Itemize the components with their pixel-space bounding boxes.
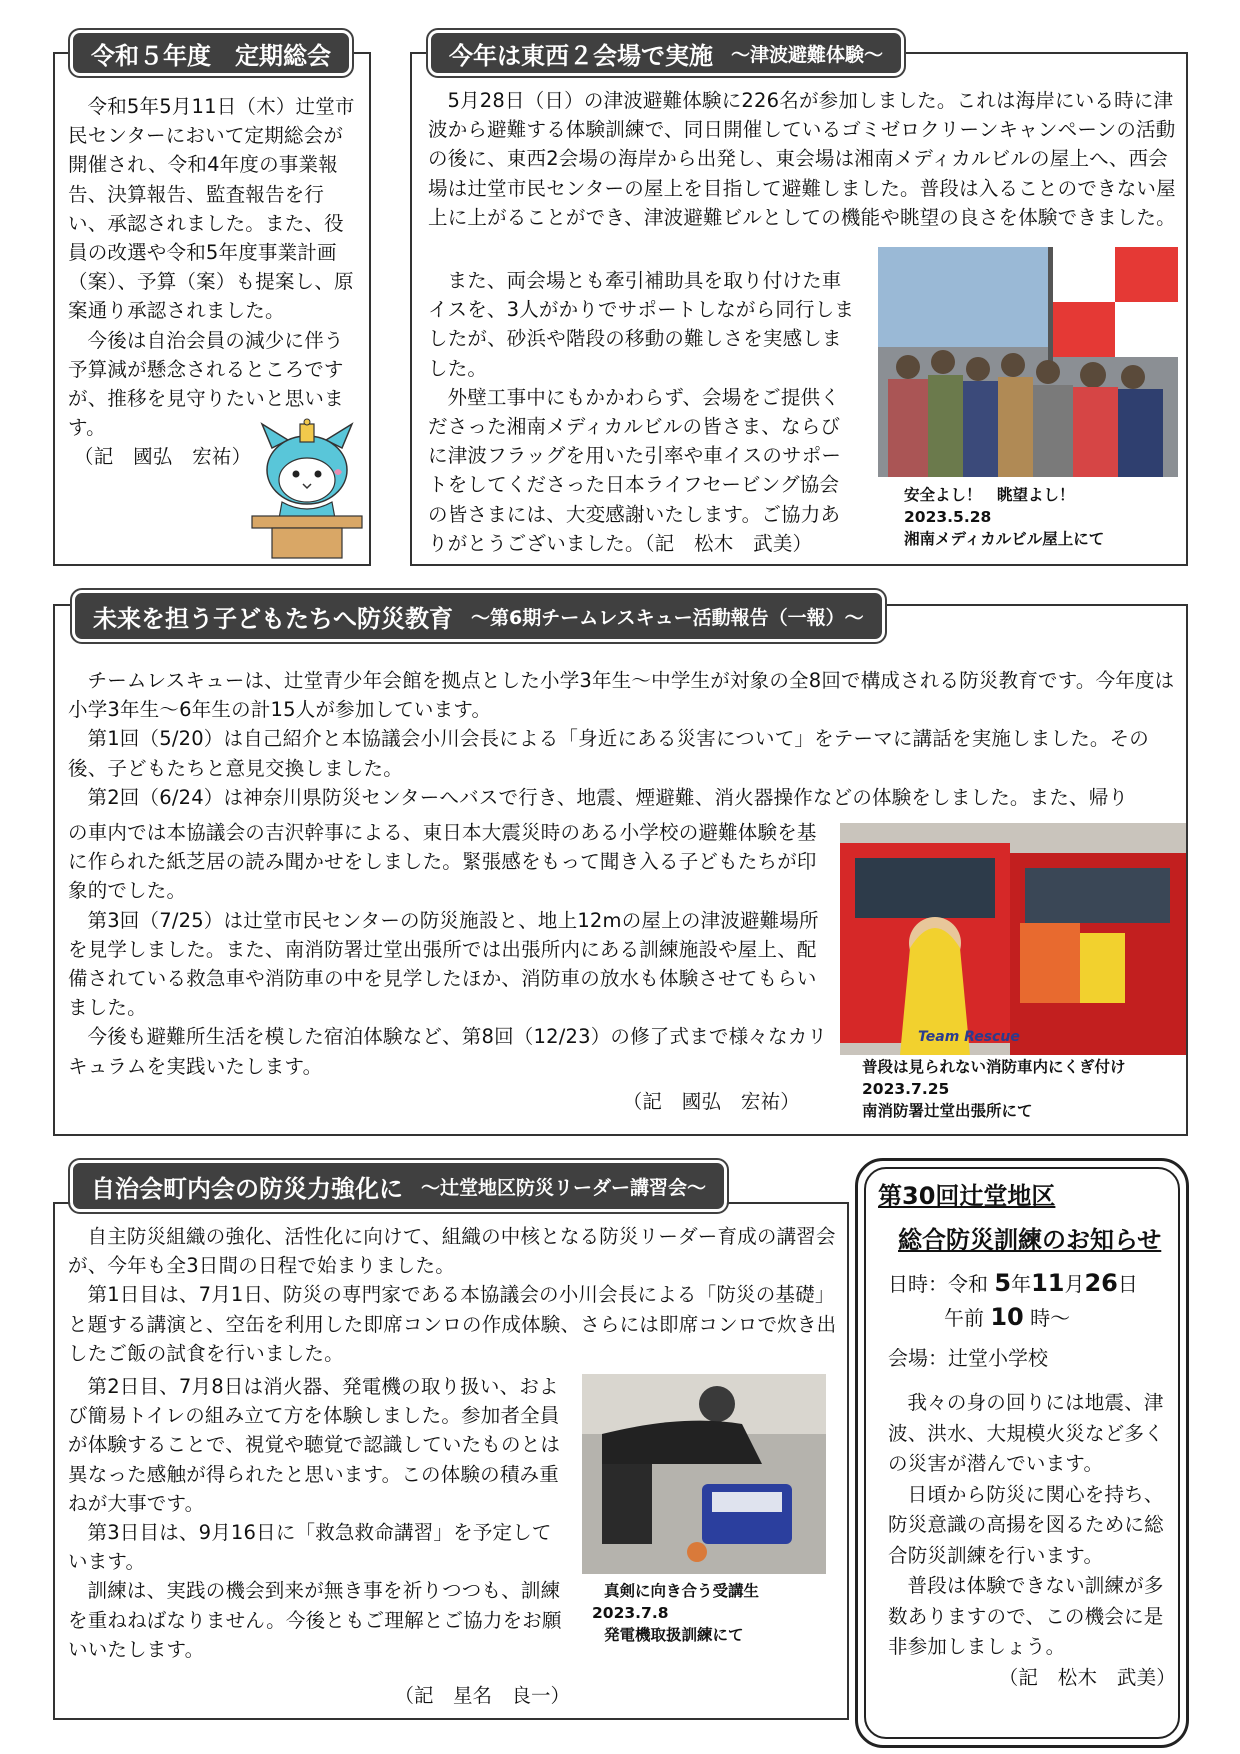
education-paragraph-2: 第1回（5/20）は自己紹介と本協議会小川会長による「身近にある災害について」をテーマに講話を実施しました。その後、子どもたちと意見交換しました。	[68, 727, 1150, 780]
drill-title-line-1: 第30回辻堂地区	[878, 1182, 1056, 1210]
education-paragraph-5: 今後も避難所生活を模した宿泊体験など、第8回（12/23）の修了式まで様々なカリキュラムを実践いたします。	[68, 1025, 828, 1078]
mascot-at-podium-illustration	[248, 418, 366, 560]
leader-photo-caption: 真剣に向き合う受講生 2023.7.8 発電機取扱訓練にて	[592, 1582, 760, 1644]
tsunami-paragraph-3: 外壁工事中にもかかわらず、会場をご提供くださった湘南メディカルビルの皆さま、ならびに津波フラッグを用いた引率や車イスのサポートをしてくださった日本ライフセービング協会の皆さまには、大変感謝いたします。ご協力ありがとうございました。（記 松木 武美）	[428, 385, 842, 555]
drill-paragraph-2: 日頃から防災に関心を持ち、防災意識の高揚を図るために総合防災訓練を行います。	[888, 1482, 1164, 1567]
leader-paragraph-1: 自主防災組織の強化、活性化に向けて、組織の中核となる防災リーダー育成の講習会が、今年も全3日間の日程で始まりました。	[68, 1225, 836, 1278]
tsunami-paragraph-2-3	[428, 266, 856, 558]
leader-text-full	[68, 1222, 840, 1368]
leader-paragraph-5: 訓練は、実践の機会到来が無き事を祈りつつも、訓練を重ねねばなりません。今後ともご理解とご協力をお願いいたします。	[68, 1579, 562, 1661]
tsunami-paragraph-1: 5月28日（日）の津波避難体験に226名が参加しました。これは海岸にいる時に津波から避難する体験訓練で、同日開催しているゴミゼロクリーンキャンペーンの活動の後に、東西2会場の海岸から出発し、東会場は湘南メディカルビルの屋上へ、西会場は辻堂市民センターの屋上を目指して避難しました。普段は入ることのできない屋上に上がることができ、津波避難ビルとしての機能や眺望の良さを体験できました。	[428, 89, 1176, 229]
education-text-narrow	[68, 818, 828, 1116]
fire-truck-photo	[840, 823, 1186, 1055]
tsunami-title: 今年は東西２会場で実施 ～津波避難体験～	[428, 30, 904, 76]
drill-paragraph-1: 我々の身の回りには地震、津波、洪水、大規模火災など多くの災害が潜んでいます。	[888, 1391, 1164, 1475]
tsunami-paragraph-2: また、両会場とも牽引補助具を取り付けた車イスを、3人がかりでサポートしながら同行しましたが、砂浜や階段の移動の難しさを実感しました。	[428, 269, 855, 380]
rooftop-crowd-image	[878, 247, 1178, 477]
drill-signature: （記 松木 武美）	[998, 1665, 1176, 1689]
tsunami-rooftop-photo	[878, 247, 1178, 477]
education-paragraph-3a: 第2回（6/24）は神奈川県防災センターへバスで行き、地震、煙避難、消火器操作などの体験をしました。また、帰り	[87, 785, 1129, 809]
general-meeting-text	[68, 92, 360, 472]
leader-text-narrow	[68, 1372, 570, 1664]
leader-title: 自治会町内会の防災力強化に ～辻堂地区防災リーダー講習会～	[70, 1160, 727, 1212]
education-title: 未来を担う子どもたちへ防災教育 ～第6期チームレスキュー活動報告（一報）～	[72, 590, 885, 642]
drill-date: 日時：令和 5年11月26日	[888, 1269, 1138, 1297]
tsunami-subtitle: ～津波避難体験～	[731, 43, 884, 66]
drill-paragraph-3: 普段は体験できない訓練が多数ありますので、この機会に是非参加しましょう。	[888, 1574, 1164, 1658]
drill-text	[888, 1388, 1176, 1693]
education-photo-caption: 普段は見られない消防車内にくぎ付け 2023.7.25 南消防署辻堂出張所にて	[862, 1058, 1126, 1120]
generator-training-photo	[582, 1374, 826, 1574]
tsunami-photo-caption: 安全よし！ 眺望よし！ 2023.5.28 湘南メディカルビル屋上にて	[904, 486, 1105, 548]
drill-time: 午前 10 時～	[944, 1303, 1071, 1331]
leader-paragraph-2: 第1日目は、7月1日、防災の専門家である本協議会の小川会長による「防災の基礎」と題する講演と、空缶を利用した即席コンロの作成体験、さらには即席コンロで炊き出したご飯の試食を行いました。	[68, 1283, 837, 1365]
education-paragraph-3b: の車内では本協議会の吉沢幹事による、東日本大震災時のある小学校の避難体験を基に作られた紙芝居の読み聞かせをしました。緊張感をもって聞き入る子どもたちが印象的でした。	[68, 821, 817, 903]
general-meeting-paragraph-2: 今後は自治会員の減少に伴う予算減が懸念されるところですが、推移を見守りたいと思います。	[68, 328, 344, 440]
general-meeting-signature: （記 國弘 宏祐）	[74, 445, 252, 469]
leader-signature: （記 星名 良一）	[394, 1684, 570, 1707]
leader-subtitle: ～辻堂地区防災リーダー講習会～	[421, 1176, 707, 1199]
education-signature: （記 國弘 宏祐）	[622, 1089, 800, 1113]
drill-title-line-2: 総合防災訓練のお知らせ	[898, 1226, 1162, 1254]
generator-image	[582, 1374, 826, 1574]
leader-paragraph-3: 第2日目、7月8日は消火器、発電機の取り扱い、および簡易トイレの組み立て方を体験しました。参加者全員が体験することで、視覚や聴覚で認識していたものとは異なった感触が得られたと思います。この体験の積み重ねが大事です。	[68, 1375, 561, 1515]
education-subtitle: ～第6期チームレスキュー活動報告（一報）～	[471, 606, 864, 629]
education-text-full	[68, 666, 1180, 812]
team-rescue-shirt-text: Team Rescue	[918, 1029, 1020, 1045]
education-paragraph-1: チームレスキューは、辻堂青少年会館を拠点とした小学3年生～中学生が対象の全8回で構成される防災教育です。今年度は小学3年生～6年生の計15人が参加しています。	[68, 669, 1175, 722]
leader-paragraph-4: 第3日目は、9月16日に「救急救命講習」を予定しています。	[68, 1521, 552, 1574]
education-paragraph-4: 第3回（7/25）は辻堂市民センターの防災施設と、地上12mの屋上の津波避難場所を見学しました。また、南消防署辻堂出張所では出張所内にある訓練施設や屋上、配備されている救急車や消防車の中を見学したほか、消防車の放水も体験させてもらいました。	[68, 908, 819, 1020]
fire-truck-image	[840, 823, 1186, 1055]
drill-venue: 会場：辻堂小学校	[888, 1346, 1048, 1370]
general-meeting-title: 令和５年度 定期総会	[70, 30, 352, 76]
general-meeting-paragraph-1: 令和5年5月11日（木）辻堂市民センターにおいて定期総会が開催され、令和4年度の事業報告、決算報告、監査報告を行い、承認されました。また、役員の改選や令和5年度事業計画（案）、予算（案）も提案し、原案通り承認されました。	[68, 95, 355, 323]
